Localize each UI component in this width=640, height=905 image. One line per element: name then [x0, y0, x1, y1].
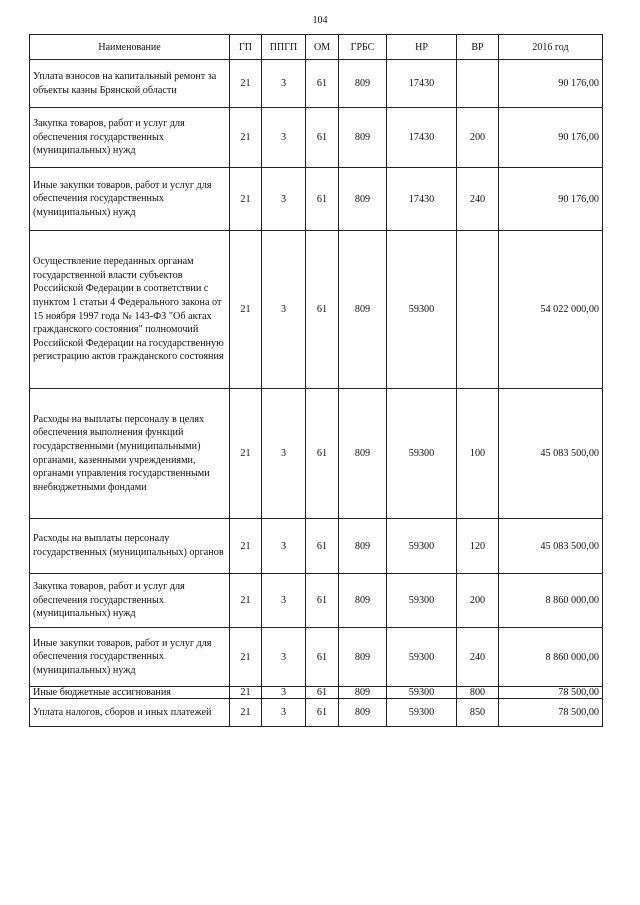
row-amount: 8 860 000,00 — [499, 574, 603, 628]
row-amount: 8 860 000,00 — [499, 628, 603, 687]
row-amount: 45 083 500,00 — [499, 389, 603, 519]
row-ppgp: 3 — [262, 687, 306, 699]
row-grbs: 809 — [339, 168, 387, 231]
row-om: 61 — [306, 60, 339, 108]
row-nr: 59300 — [387, 519, 457, 574]
row-om: 61 — [306, 168, 339, 231]
page-number: 104 — [312, 15, 328, 26]
row-om: 61 — [306, 574, 339, 628]
row-nr: 59300 — [387, 687, 457, 699]
row-vr: 200 — [457, 574, 499, 628]
header-grbs: ГРБС — [339, 35, 387, 60]
row-ppgp: 3 — [262, 628, 306, 687]
row-gp: 21 — [230, 699, 262, 727]
budget-table — [29, 34, 603, 727]
table-row — [30, 574, 603, 628]
header-om: ОМ — [306, 35, 339, 60]
row-om: 61 — [306, 687, 339, 699]
row-vr: 200 — [457, 108, 499, 168]
row-gp: 21 — [230, 519, 262, 574]
row-nr: 17430 — [387, 108, 457, 168]
row-nr: 59300 — [387, 628, 457, 687]
row-grbs: 809 — [339, 699, 387, 727]
row-name: Расходы на выплаты персоналу в целях обеспечения выполнения функций государственными (муниципальными) органами, казенными учреждениями, органами управления государственными внебюджетными фондами — [30, 389, 230, 519]
row-om: 61 — [306, 519, 339, 574]
row-ppgp: 3 — [262, 699, 306, 727]
row-name: Закупка товаров, работ и услуг для обеспечения государственных (муниципальных) нужд — [30, 108, 230, 168]
row-ppgp: 3 — [262, 108, 306, 168]
row-amount: 54 022 000,00 — [499, 231, 603, 389]
row-ppgp: 3 — [262, 60, 306, 108]
table-row — [30, 231, 603, 389]
table-row — [30, 699, 603, 727]
row-name: Уплата взносов на капитальный ремонт за объекты казны Брянской области — [30, 60, 230, 108]
table-row — [30, 519, 603, 574]
row-grbs: 809 — [339, 60, 387, 108]
row-amount: 90 176,00 — [499, 108, 603, 168]
header-year-2016: 2016 год — [499, 35, 603, 60]
row-gp: 21 — [230, 231, 262, 389]
row-grbs: 809 — [339, 519, 387, 574]
row-ppgp: 3 — [262, 574, 306, 628]
header-nr: НР — [387, 35, 457, 60]
row-grbs: 809 — [339, 628, 387, 687]
row-amount: 45 083 500,00 — [499, 519, 603, 574]
row-vr: 850 — [457, 699, 499, 727]
row-grbs: 809 — [339, 687, 387, 699]
row-name: Иные бюджетные ассигнования — [30, 687, 230, 699]
table-row — [30, 108, 603, 168]
row-grbs: 809 — [339, 389, 387, 519]
header-ppgp: ППГП — [262, 35, 306, 60]
table-row — [30, 628, 603, 687]
row-ppgp: 3 — [262, 231, 306, 389]
row-gp: 21 — [230, 628, 262, 687]
row-nr: 59300 — [387, 699, 457, 727]
row-name: Уплата налогов, сборов и иных платежей — [30, 699, 230, 727]
row-vr: 240 — [457, 628, 499, 687]
row-grbs: 809 — [339, 231, 387, 389]
header-vr: ВР — [457, 35, 499, 60]
row-ppgp: 3 — [262, 168, 306, 231]
row-vr — [457, 231, 499, 389]
row-gp: 21 — [230, 389, 262, 519]
row-name: Закупка товаров, работ и услуг для обеспечения государственных (муниципальных) нужд — [30, 574, 230, 628]
row-amount: 78 500,00 — [499, 699, 603, 727]
row-nr: 59300 — [387, 231, 457, 389]
row-nr: 59300 — [387, 574, 457, 628]
row-gp: 21 — [230, 60, 262, 108]
row-vr — [457, 60, 499, 108]
row-amount: 90 176,00 — [499, 168, 603, 231]
row-name: Осуществление переданных органам государственной власти субъектов Российской Федерации в соответствии с пунктом 1 статьи 4 Федерального закона от 15 ноября 1997 года № 143-ФЗ "Об актах гражданского состояния" полномочий Российской Федерации на государственную регистрацию актов гражданского состояния — [30, 231, 230, 389]
table-row — [30, 168, 603, 231]
row-gp: 21 — [230, 108, 262, 168]
table-row — [30, 389, 603, 519]
row-ppgp: 3 — [262, 389, 306, 519]
row-nr: 59300 — [387, 389, 457, 519]
row-vr: 800 — [457, 687, 499, 699]
row-vr: 100 — [457, 389, 499, 519]
row-om: 61 — [306, 108, 339, 168]
header-row — [30, 35, 603, 60]
row-om: 61 — [306, 231, 339, 389]
table-row — [30, 687, 603, 699]
row-name: Иные закупки товаров, работ и услуг для обеспечения государственных (муниципальных) нужд — [30, 168, 230, 231]
row-vr: 240 — [457, 168, 499, 231]
row-amount: 78 500,00 — [499, 687, 603, 699]
row-om: 61 — [306, 389, 339, 519]
table-row — [30, 60, 603, 108]
row-om: 61 — [306, 628, 339, 687]
row-ppgp: 3 — [262, 519, 306, 574]
row-nr: 17430 — [387, 60, 457, 108]
header-gp: ГП — [230, 35, 262, 60]
row-nr: 17430 — [387, 168, 457, 231]
row-gp: 21 — [230, 687, 262, 699]
row-grbs: 809 — [339, 574, 387, 628]
header-name: Наименование — [30, 35, 230, 60]
row-vr: 120 — [457, 519, 499, 574]
row-grbs: 809 — [339, 108, 387, 168]
row-name: Иные закупки товаров, работ и услуг для обеспечения государственных (муниципальных) нужд — [30, 628, 230, 687]
row-gp: 21 — [230, 574, 262, 628]
row-amount: 90 176,00 — [499, 60, 603, 108]
row-om: 61 — [306, 699, 339, 727]
row-gp: 21 — [230, 168, 262, 231]
row-name: Расходы на выплаты персоналу государственных (муниципальных) органов — [30, 519, 230, 574]
